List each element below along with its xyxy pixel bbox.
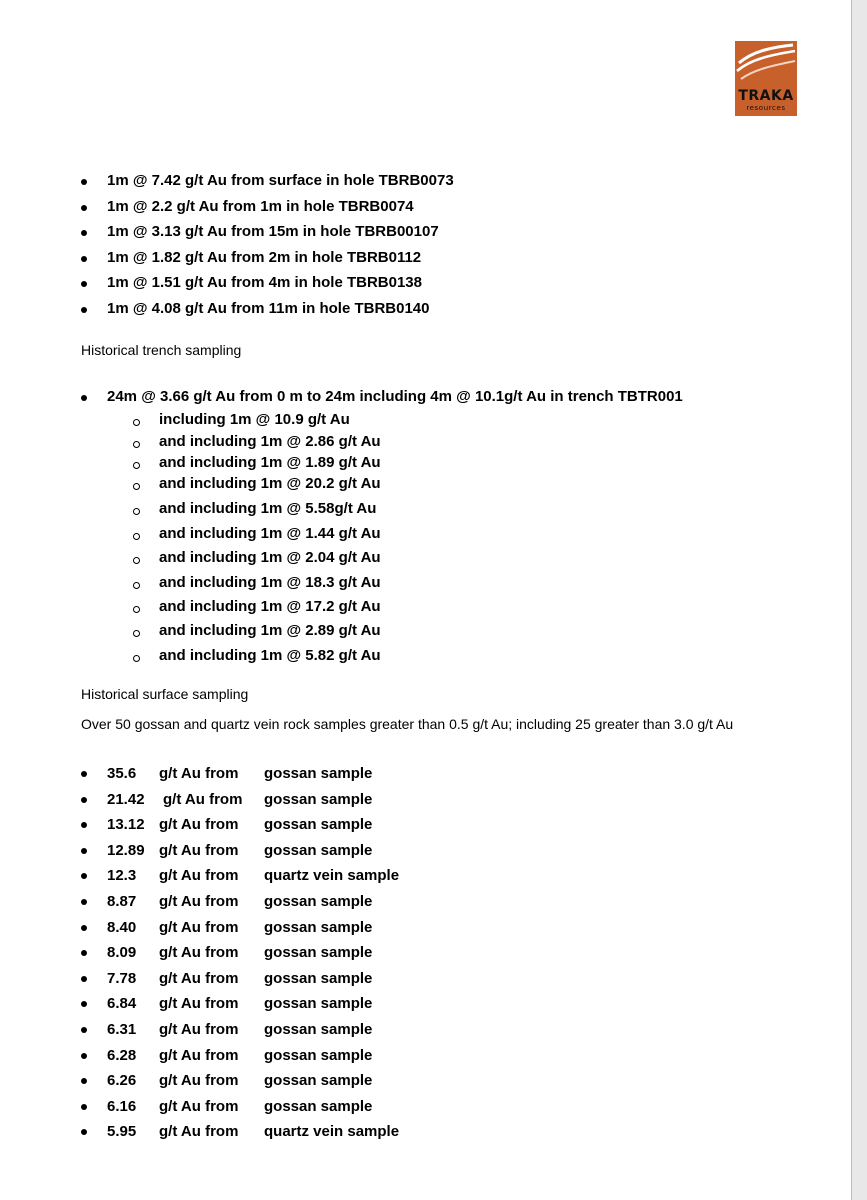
traka-resources-logo <box>735 41 797 116</box>
bullet-icon <box>81 1001 87 1007</box>
bullet-icon <box>81 1027 87 1033</box>
list-item: and including 1m @ 17.2 g/t Au <box>133 598 381 615</box>
list-item: and including 1m @ 2.86 g/t Au <box>133 433 381 450</box>
bullet-icon <box>81 1053 87 1059</box>
circle-bullet-icon <box>133 419 140 426</box>
list-item: and including 1m @ 5.58g/t Au <box>133 500 376 517</box>
bullet-icon <box>81 925 87 931</box>
page-edge-scrollbar <box>851 0 867 1200</box>
bullet-icon <box>81 797 87 803</box>
circle-bullet-icon <box>133 462 140 469</box>
list-item: 1m @ 7.42 g/t Au from surface in hole TBRB0073 <box>81 168 454 194</box>
bullet-icon <box>81 771 87 777</box>
list-item: and including 1m @ 1.89 g/t Au <box>133 454 381 471</box>
bullet-icon <box>81 873 87 879</box>
bullet-icon <box>81 395 87 401</box>
surface-summary: Over 50 gossan and quartz vein rock samples greater than 0.5 g/t Au; including 25 greater than 3.0 g/t Au <box>81 716 734 732</box>
trench-heading: Historical trench sampling <box>81 342 242 358</box>
bullet-icon <box>81 848 87 854</box>
bullet-icon <box>81 1104 87 1110</box>
bullet-icon <box>81 899 87 905</box>
list-item: 24m @ 3.66 g/t Au from 0 m to 24m including 4m @ 10.1g/t Au in trench TBTR001 <box>81 384 683 410</box>
circle-bullet-icon <box>133 483 140 490</box>
list-item: 1m @ 2.2 g/t Au from 1m in hole TBRB0074 <box>81 194 454 220</box>
circle-bullet-icon <box>133 655 140 662</box>
list-item: 1m @ 1.51 g/t Au from 4m in hole TBRB0138 <box>81 270 454 296</box>
list-item: and including 1m @ 2.89 g/t Au <box>133 622 381 639</box>
list-item: 1m @ 4.08 g/t Au from 11m in hole TBRB0140 <box>81 296 454 322</box>
bullet-icon <box>81 307 87 313</box>
circle-bullet-icon <box>133 606 140 613</box>
list-item: 1m @ 1.82 g/t Au from 2m in hole TBRB0112 <box>81 245 454 271</box>
list-item: and including 1m @ 5.82 g/t Au <box>133 647 381 664</box>
list-item: 1m @ 3.13 g/t Au from 15m in hole TBRB00107 <box>81 219 454 245</box>
bullet-icon <box>81 1078 87 1084</box>
trench-main-list <box>81 384 683 410</box>
bullet-icon <box>81 256 87 262</box>
bullet-icon <box>81 976 87 982</box>
bullet-icon <box>81 230 87 236</box>
list-item: including 1m @ 10.9 g/t Au <box>133 411 350 428</box>
circle-bullet-icon <box>133 508 140 515</box>
list-item: and including 1m @ 18.3 g/t Au <box>133 574 381 591</box>
bullet-icon <box>81 822 87 828</box>
drill-results-list <box>81 168 454 321</box>
bullet-icon <box>81 950 87 956</box>
bullet-icon <box>81 179 87 185</box>
list-item: and including 1m @ 20.2 g/t Au <box>133 475 381 492</box>
circle-bullet-icon <box>133 441 140 448</box>
bullet-icon <box>81 205 87 211</box>
bullet-icon <box>81 1129 87 1135</box>
logo-name: TRAKA <box>738 88 794 104</box>
surface-heading: Historical surface sampling <box>81 686 249 702</box>
logo-swoosh-icon <box>735 41 797 88</box>
circle-bullet-icon <box>133 582 140 589</box>
list-item: and including 1m @ 2.04 g/t Au <box>133 549 381 566</box>
circle-bullet-icon <box>133 557 140 564</box>
circle-bullet-icon <box>133 533 140 540</box>
circle-bullet-icon <box>133 630 140 637</box>
logo-subtitle: resources <box>746 104 786 112</box>
list-item: and including 1m @ 1.44 g/t Au <box>133 525 381 542</box>
bullet-icon <box>81 281 87 287</box>
